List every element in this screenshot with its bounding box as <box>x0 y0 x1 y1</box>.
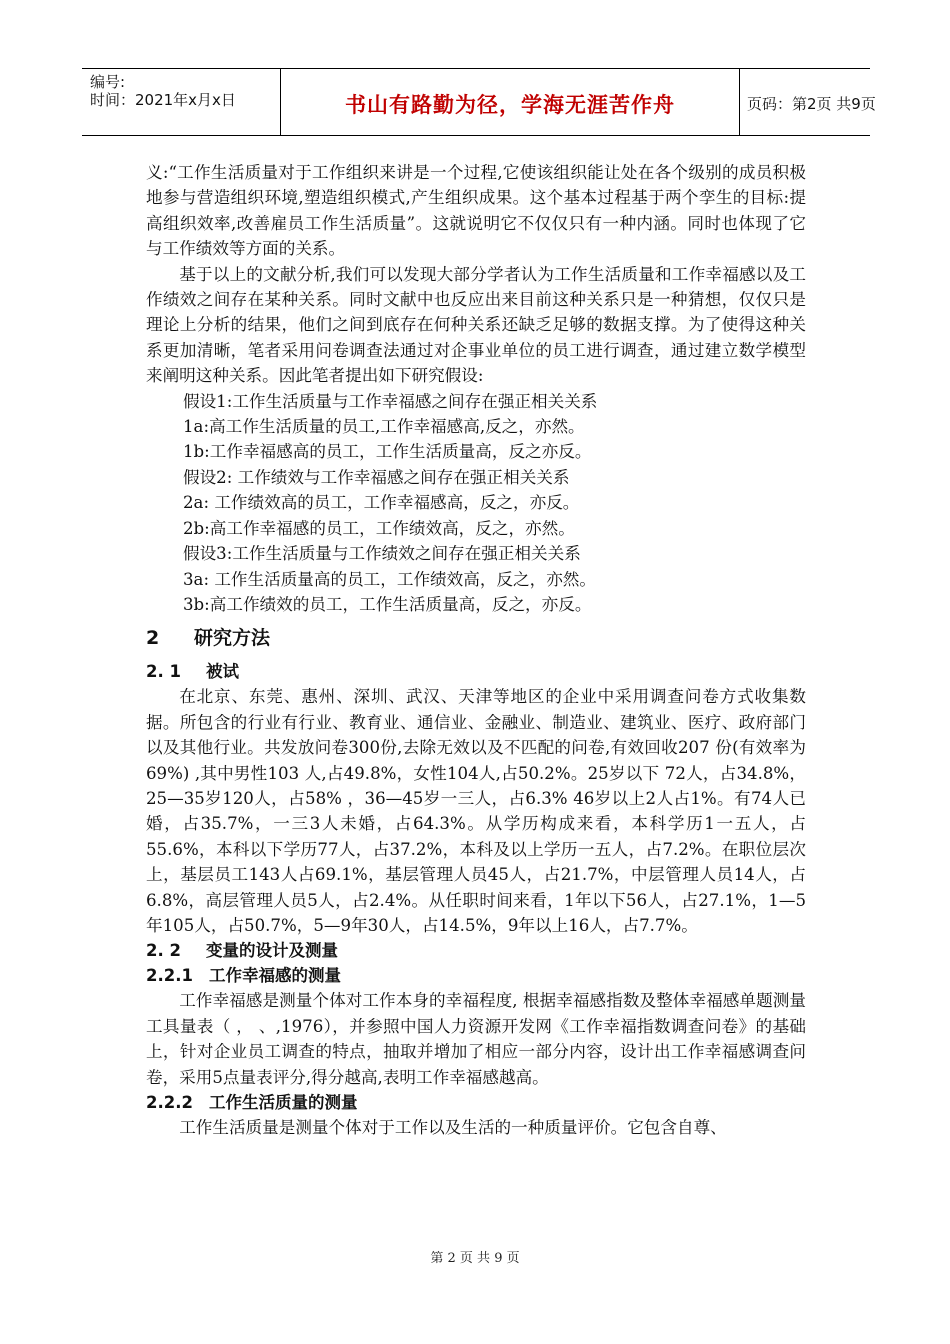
subsubsection-number: 2.2.2 <box>146 1093 193 1112</box>
hypothesis-item: 1b:工作幸福感高的员工，工作生活质量高，反之亦反。 <box>183 442 592 462</box>
subsection-title: 变量的设计及测量 <box>206 941 338 961</box>
hypothesis-item: 2b:高工作幸福感的员工，工作绩效高，反之，亦然。 <box>183 518 575 538</box>
doc-number-label: 编号: <box>90 73 126 91</box>
subsection-number: 2. 2 <box>146 941 181 961</box>
subsection-title: 被试 <box>206 662 239 682</box>
header-motto-cell <box>280 69 740 135</box>
hypotheses-list <box>146 389 806 618</box>
subsection-number: 2. 1 <box>146 662 181 682</box>
section-heading-research-methods <box>146 623 806 653</box>
paragraph-subjects: 在北京、东莞、惠州、深圳、武汉、天津等地区的企业中采用调查问卷方式收集数据。所包含的行业有行业、教育业、通信业、金融业、制造业、建筑业、医疗、政府部门以及其他行业。共发放问卷300份,去除无效以及不匹配的问卷,有效回收207 份(有效率为69%) ,其中男性103 人,占49.8%，女性104人,占50.2%。25岁以下 72人，占34.8%， 25—35岁120人，占58% ，36—45岁一三人，占6.3% 46岁以上2人占1%。有74人已婚，占35.7%，一三3人未婚，占64.3%。从学历构成来看，本科学历1一五人，占55.6%，本科以下学历77人，占37.2%，本科及以上学历一五人，占7.2%。在职位层次上，基层员工143人占69.1%，基层管理人员45人，占21.7%，中层管理人员14人，占6.8%，高层管理人员5人，占2.4%。从任职时间来看，1年以下56人，占27.1%，1—5年105人，占50.7%，5—9年30人，占14.5%，9年以上16人，占7.7%。 <box>146 687 806 935</box>
subsubsection-title: 工作生活质量的测量 <box>208 1093 358 1112</box>
page-header <box>82 68 876 136</box>
subsubsection-heading-wellbeing <box>146 963 806 988</box>
header-meta-cell <box>82 69 280 135</box>
hypothesis-item: 假设3:工作生活质量与工作绩效之间存在强正相关关系 <box>183 544 581 564</box>
paragraph-definition: 义:“工作生活质量对于工作组织来讲是一个过程,它使该组织能让处在各个级别的成员积极地参与营造组织环境,塑造组织模式,产生组织成果。这个基本过程基于两个孪生的目标:提高组织效率,改善雇员工作生活质量”。这就说明它不仅仅只有一种内涵。同时也体现了它与工作绩效等方面的关系。 <box>146 163 806 259</box>
paragraph-wellbeing-measure: 工作幸福感是测量个体对工作本身的幸福程度, 根据幸福感指数及整体幸福感单题测量工具量表（ ， 、,1976），并参照中国人力资源开发网《工作幸福指数调查问卷》的基础上，针对企业员工调查的特点，抽取并增加了相应一部分内容，设计出工作幸福感调查问卷，采用5点量表评分,得分越高,表明工作幸福感越高。 <box>146 991 806 1087</box>
header-motto: 书山有路勤为径，学海无涯苦作舟 <box>345 93 675 117</box>
section-title: 研究方法 <box>194 627 271 650</box>
hypothesis-item: 2a: 工作绩效高的员工，工作幸福感高，反之，亦反。 <box>183 493 580 513</box>
header-page-cell <box>739 69 876 135</box>
subsection-heading-variables <box>146 938 806 963</box>
hypothesis-item: 3a: 工作生活质量高的员工，工作绩效高，反之，亦然。 <box>183 569 596 589</box>
hypothesis-item: 假设2: 工作绩效与工作幸福感之间存在强正相关关系 <box>183 467 570 487</box>
page-footer: 第 2 页 共 9 页 <box>430 1251 520 1266</box>
document-body <box>146 160 806 1140</box>
subsubsection-title: 工作幸福感的测量 <box>208 966 341 986</box>
header-page-label: 页码：第2页 共9页 <box>747 95 876 113</box>
subsection-heading-subjects <box>146 659 806 684</box>
hypothesis-item: 1a:高工作生活质量的员工,工作幸福感高,反之，亦然。 <box>183 417 585 437</box>
paragraph-qwl-measure: 工作生活质量是测量个体对于工作以及生活的一种质量评价。它包含自尊、 <box>179 1118 727 1137</box>
section-number: 2 <box>146 627 160 650</box>
paragraph-literature-summary: 基于以上的文献分析,我们可以发现大部分学者认为工作生活质量和工作幸福感以及工作绩效之间存在某种关系。同时文献中也反应出来目前这种关系只是一种猜想，仅仅只是理论上分析的结果，他们之间到底存在何种关系还缺乏足够的数据支撑。为了使得这种关系更加清晰，笔者采用问卷调查法通过对企事业单位的员工进行调查，通过建立数学模型来阐明这种关系。因此笔者提出如下研究假设: <box>146 264 806 386</box>
doc-date-label: 时间：2021年x月x日 <box>90 91 236 109</box>
subsubsection-number: 2.2.1 <box>146 966 193 986</box>
hypothesis-item: 假设1:工作生活质量与工作幸福感之间存在强正相关关系 <box>183 391 598 411</box>
subsubsection-heading-qwl <box>146 1090 806 1115</box>
hypothesis-item: 3b:高工作绩效的员工，工作生活质量高，反之，亦反。 <box>183 594 592 614</box>
